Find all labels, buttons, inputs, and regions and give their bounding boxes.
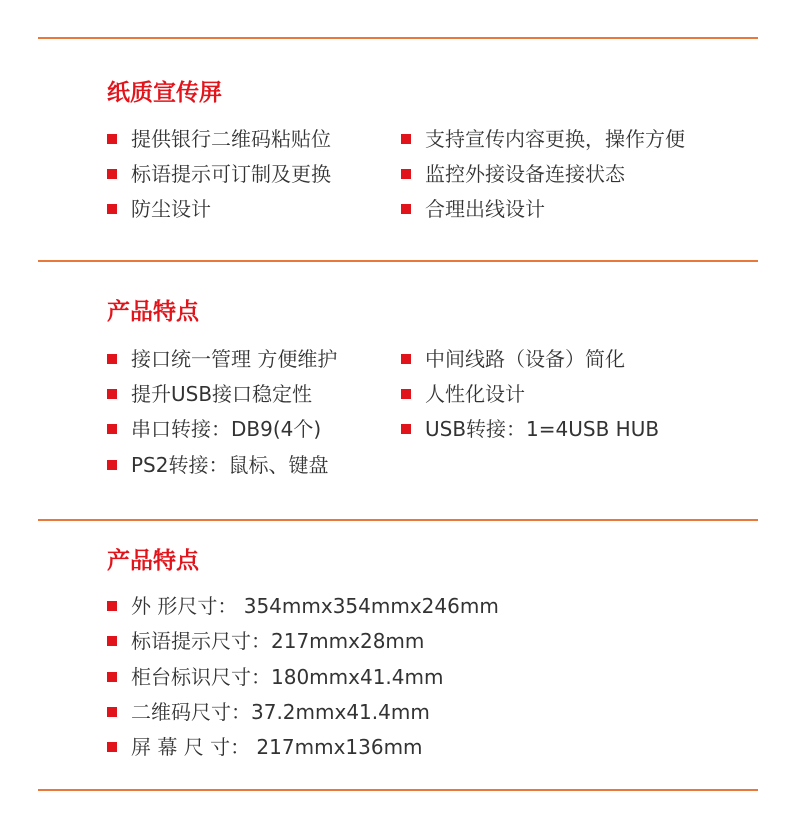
square-bullet-icon	[107, 389, 117, 399]
square-bullet-icon	[107, 601, 117, 611]
square-bullet-icon	[107, 707, 117, 717]
square-bullet-icon	[107, 636, 117, 646]
section-title-dimensions: 产品特点	[107, 548, 199, 574]
square-bullet-icon	[107, 134, 117, 144]
square-bullet-icon	[401, 169, 411, 179]
section-title-paper-screen: 纸质宣传屏	[107, 80, 222, 106]
divider-top	[38, 37, 758, 39]
square-bullet-icon	[107, 742, 117, 752]
square-bullet-icon	[107, 169, 117, 179]
divider	[38, 519, 758, 521]
square-bullet-icon	[107, 354, 117, 364]
divider-bottom	[38, 789, 758, 791]
square-bullet-icon	[401, 134, 411, 144]
square-bullet-icon	[401, 204, 411, 214]
square-bullet-icon	[107, 672, 117, 682]
square-bullet-icon	[107, 424, 117, 434]
section-title-features: 产品特点	[107, 299, 199, 325]
square-bullet-icon	[401, 354, 411, 364]
square-bullet-icon	[401, 389, 411, 399]
square-bullet-icon	[107, 460, 117, 470]
square-bullet-icon	[107, 204, 117, 214]
square-bullet-icon	[401, 424, 411, 434]
divider	[38, 260, 758, 262]
